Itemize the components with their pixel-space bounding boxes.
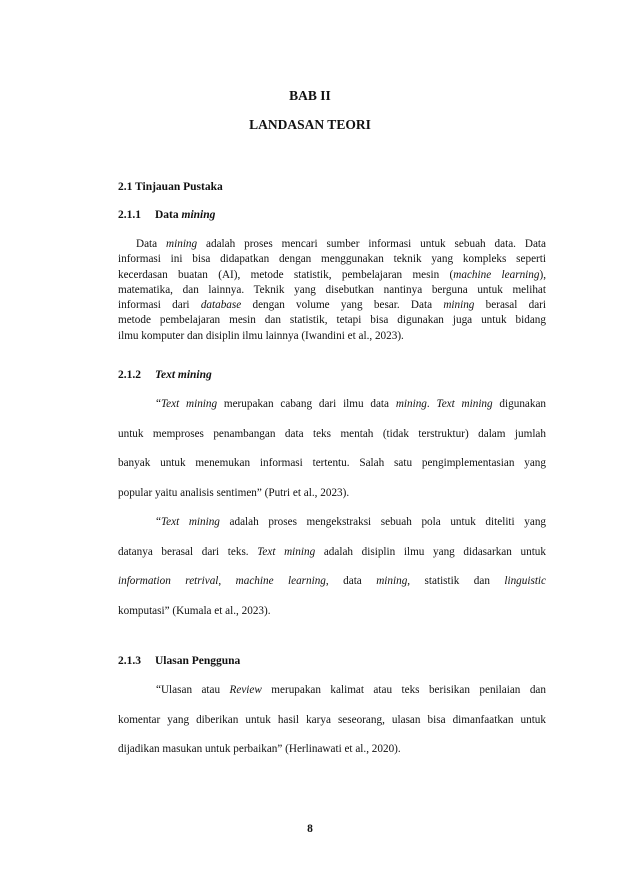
text-line [118,313,546,328]
section-heading-italic: Text mining [155,369,212,381]
text-run: adalah proses mencari sumber informasi untuk sebuah data. Data [197,238,546,250]
section-heading-text: Ulasan Pengguna [155,655,241,667]
text-line [118,237,546,252]
italic-term: mining [395,398,427,410]
text-run: , statistik dan [407,575,505,588]
section-heading-2-1-3 [118,655,240,667]
text-run: merupakan kalimat atau teks berisikan penilaian dan [261,684,546,696]
text-run: berasal dari [474,299,547,312]
text-run: . [426,398,437,410]
text-run: digunakan [492,398,547,410]
text-run: adalah disiplin ilmu yang didasarkan untuk [315,545,546,558]
text-run: ilmu komputer dan disiplin ilmu lainnya (Iwandini et al., 2023). [118,329,404,342]
text-line [118,508,546,538]
text-run: ), [539,268,546,281]
italic-term: Text mining [436,398,493,410]
italic-term: Text mining [160,398,218,410]
text-line [118,390,546,420]
text-run: “Ulasan atau [156,684,230,696]
text-run: metode pembelajaran mesin dan statistik, tetapi bisa digunakan juga untuk bidang [118,314,546,327]
text-run: komputasi” (Kumala et al., 2023). [118,604,271,617]
italic-term: Text mining [160,516,220,528]
text-line [118,538,546,568]
text-run: banyak untuk menemukan informasi tertentu. Salah satu pengimplementasian yang [118,457,546,470]
section-heading-text: Data [155,209,182,221]
chapter-title: LANDASAN TEORI [249,117,371,132]
text-line [118,268,546,283]
text-run: popular yaitu analisis sentimen” (Putri et al., 2023). [118,486,350,499]
text-line [118,676,546,706]
italic-term: Text mining [257,545,316,558]
text-line [118,735,546,765]
text-line [118,449,546,479]
section-heading-italic: mining [181,209,216,221]
italic-term: linguistic [504,575,547,588]
text-line [118,597,546,627]
text-run: “ [156,516,161,528]
text-line [118,567,546,597]
text-line [118,479,546,509]
text-run: adalah proses mengekstraksi sebuah pola untuk diteliti yang [219,516,547,528]
italic-term: mining [443,299,475,312]
italic-term: database [200,299,242,312]
text-run: Data [136,238,167,250]
text-line [118,298,546,313]
section-heading-2-1-2 [118,369,212,381]
text-run: dengan volume yang besar. Data [241,299,444,312]
text-run: datanya berasal dari teks. [118,545,258,558]
text-run: untuk memproses penambangan data teks mentah (tidak terstruktur) dalam jumlah [118,427,546,440]
text-run: matematika, dan lainnya. Teknik yang disebutkan nantinya berguna untuk melihat [118,283,546,296]
text-run: , [218,575,236,588]
italic-term: information retrival [118,575,219,588]
paragraph-text-mining-1 [118,390,546,508]
section-number: 2.1.1 [118,209,141,221]
italic-term: mining [166,238,198,250]
text-run: , data [325,575,377,588]
section-number: 2.1.3 [118,655,141,667]
text-run: informasi dari [118,299,201,312]
section-heading-2-1: 2.1 Tinjauan Pustaka [118,181,223,193]
text-run: dijadikan masukan untuk perbaikan” (Herlinawati et al., 2020). [118,743,401,756]
text-run: kecerdasan buatan (AI), metode statistik, pembelajaran mesin ( [118,268,454,281]
text-run: informasi ini bisa didapatkan dengan menggunakan teknik yang kompleks seperti [118,253,546,266]
text-line [118,420,546,450]
text-line [118,252,546,267]
italic-term: machine learning [453,268,540,281]
paragraph-ulasan-pengguna [118,676,546,765]
text-line [118,329,546,344]
paragraph-text-mining-2 [118,508,546,626]
italic-term: mining [376,575,408,588]
page-number: 8 [307,823,313,835]
paragraph-data-mining [118,237,546,344]
italic-term: Review [229,684,262,696]
text-run: komentar yang diberikan untuk hasil karya seseorang, ulasan bisa dimanfaatkan untuk [118,713,546,726]
text-line [118,283,546,298]
chapter-number: BAB II [289,88,331,103]
section-heading-2-1-1 [118,209,215,221]
text-line [118,706,546,736]
section-number: 2.1.2 [118,369,141,381]
text-run: “ [156,398,161,410]
text-run: merupakan cabang dari ilmu data [217,398,396,410]
italic-term: machine learning [235,575,326,588]
